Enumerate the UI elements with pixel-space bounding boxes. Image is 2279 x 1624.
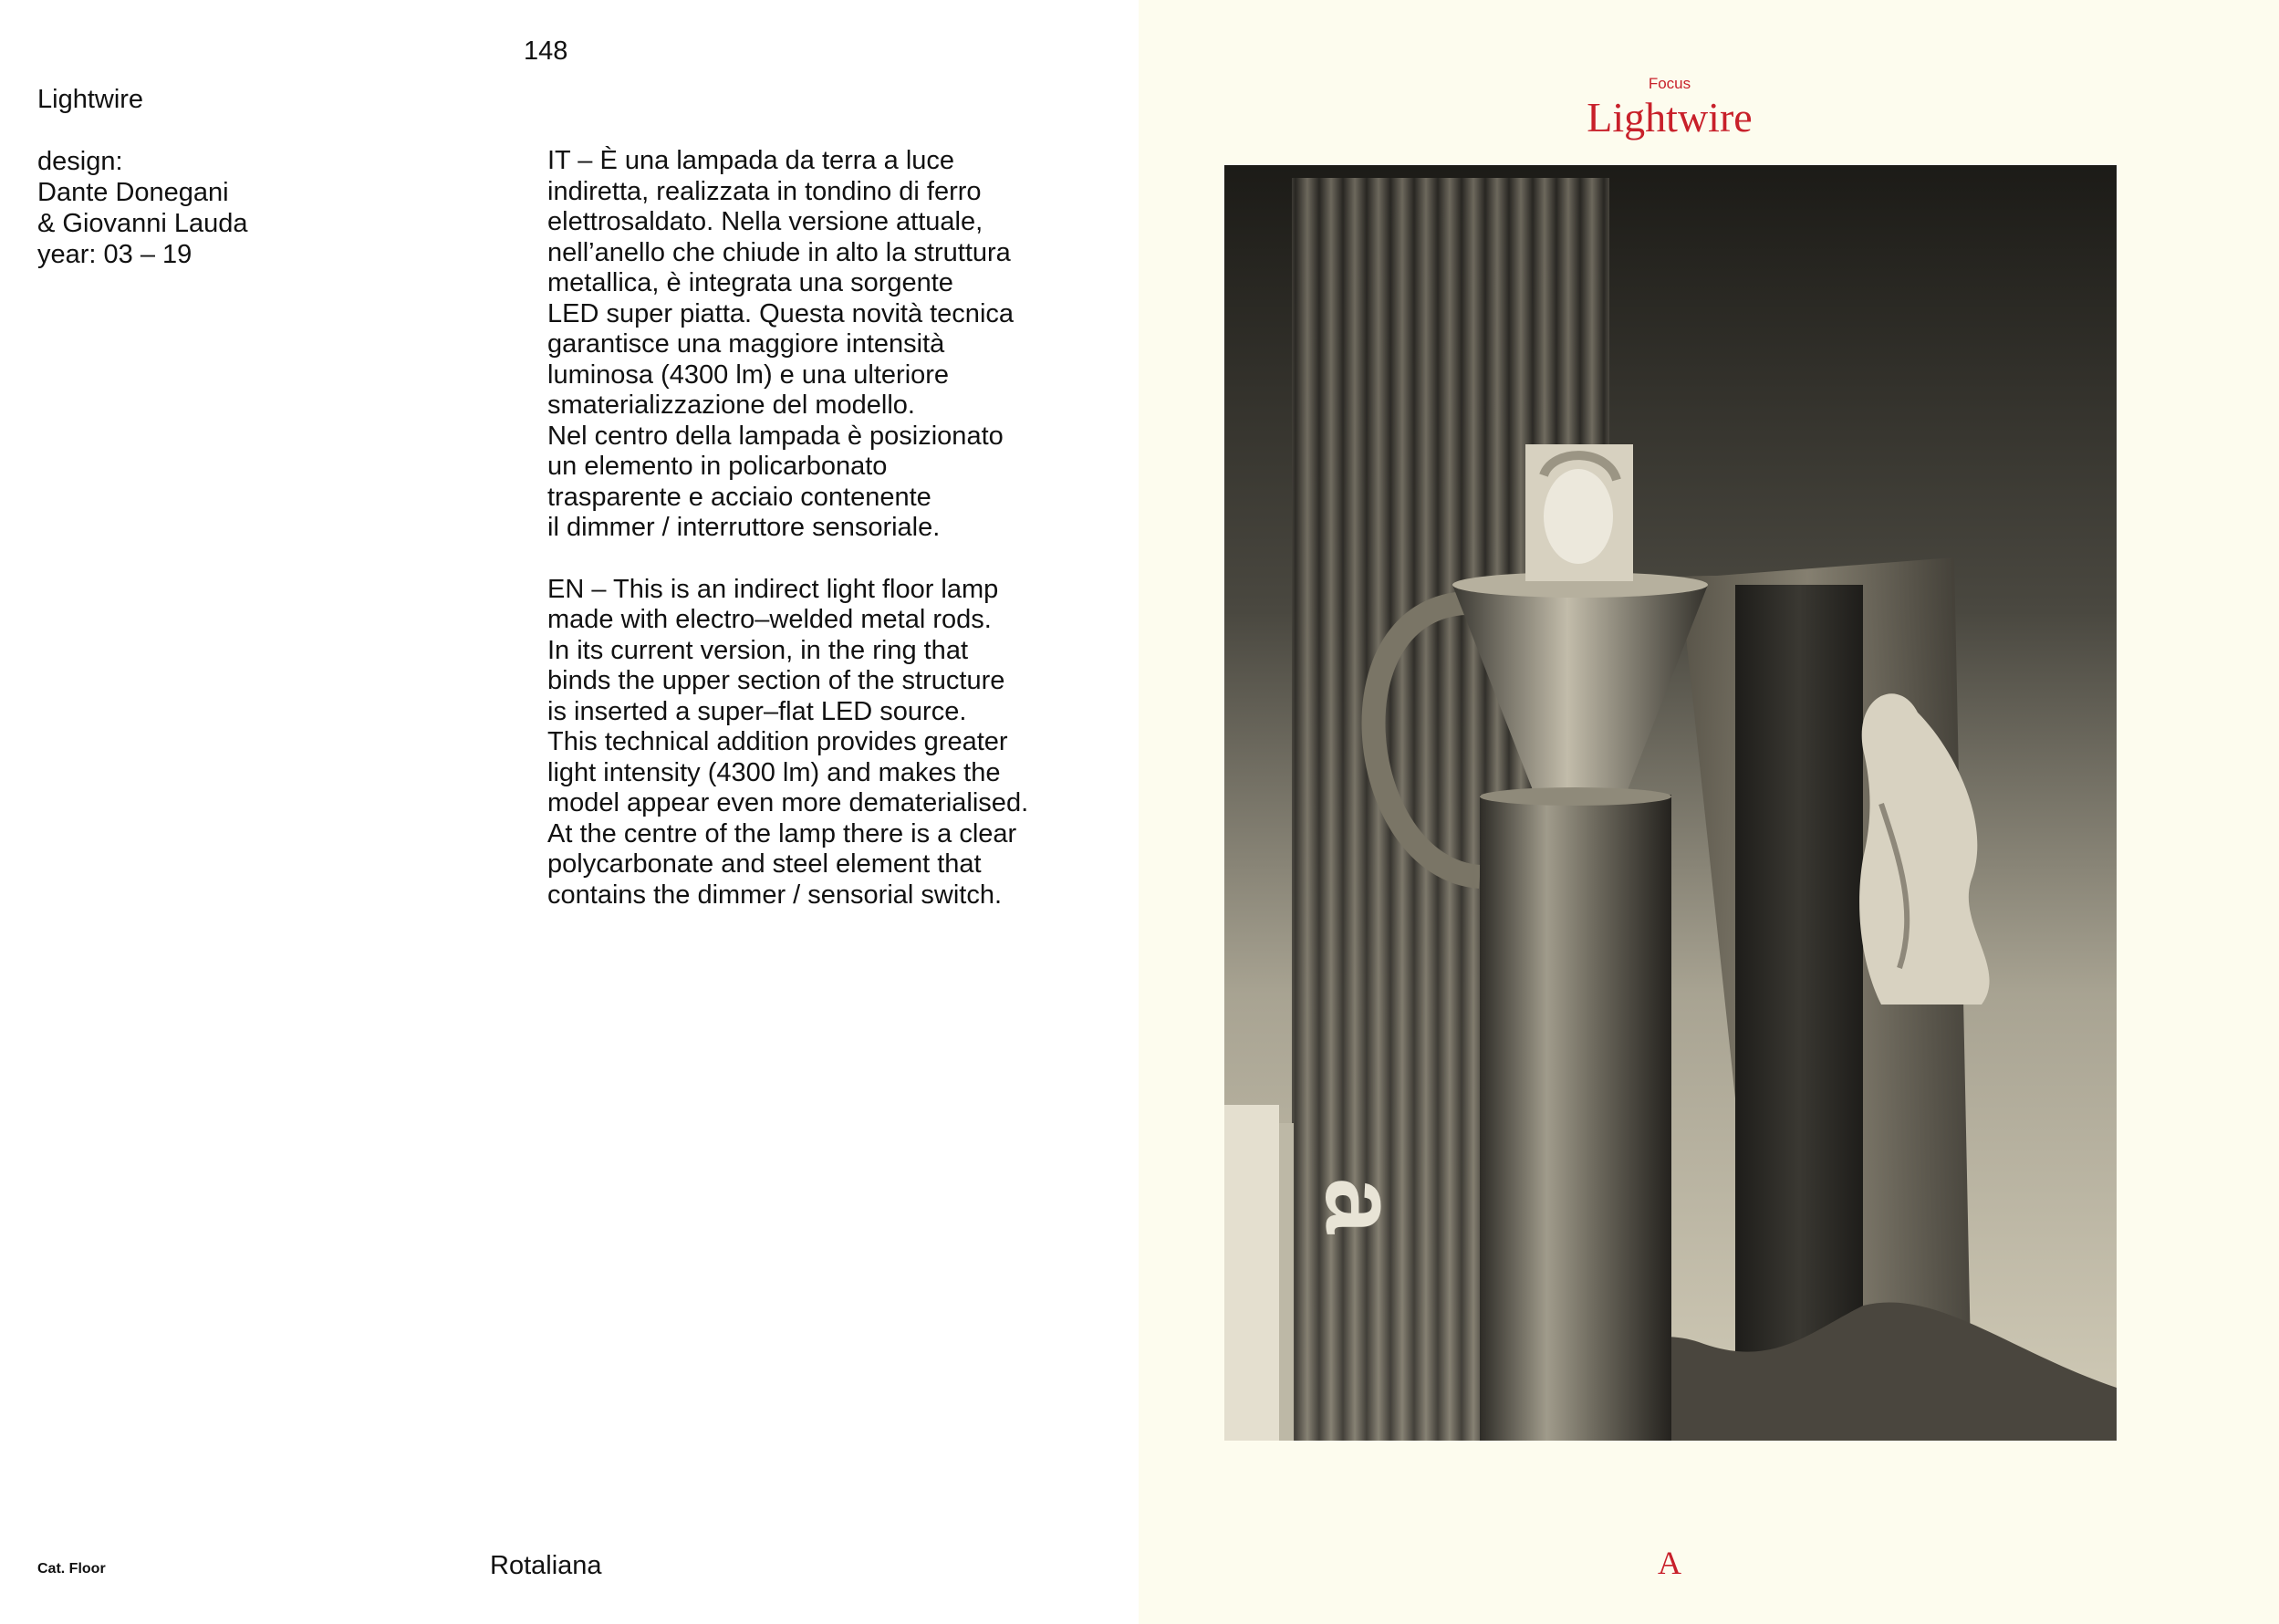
text-line: is inserted a super–flat LED source. xyxy=(547,696,967,726)
collage-photo xyxy=(1224,165,2117,1441)
italian-description xyxy=(547,146,1104,544)
paragraph-gap xyxy=(547,544,1104,575)
text-line: nell’anello che chiude in alto la struttura xyxy=(547,237,1011,267)
product-name: Lightwire xyxy=(37,85,144,114)
page-number: 148 xyxy=(524,36,568,66)
text-line: In its current version, in the ring that xyxy=(547,635,968,665)
text-line: un elemento in policarbonato xyxy=(547,452,888,481)
text-line: made with electro–welded metal rods. xyxy=(547,605,992,634)
english-description xyxy=(547,575,1104,911)
text-line: binds the upper section of the structure xyxy=(547,666,1005,695)
credits-designer-2: & Giovanni Lauda xyxy=(37,209,248,238)
photo-logo-text: a xyxy=(1305,1178,1417,1234)
text-line: garantisce una maggiore intensità xyxy=(547,329,945,359)
text-line: contains the dimmer / sensorial switch. xyxy=(547,880,1003,910)
focus-title: Lightwire xyxy=(1587,94,1753,141)
text-line: il dimmer / interruttore sensoriale. xyxy=(547,513,941,542)
text-line: Nel centro della lampada è posizionato xyxy=(547,421,1004,451)
brand-logo-mark: A xyxy=(1658,1545,1681,1581)
text-line: indiretta, realizzata in tondino di ferro xyxy=(547,176,982,206)
footer-category: Cat. Floor xyxy=(37,1561,106,1577)
text-line: luminosa (4300 lm) e una ulteriore xyxy=(547,359,950,390)
text-line: light intensity (4300 lm) and makes the xyxy=(547,757,1001,787)
focus-label: Focus xyxy=(1648,75,1691,92)
credits-year: year: 03 – 19 xyxy=(37,240,193,269)
text-line: At the centre of the lamp there is a clear xyxy=(547,818,1017,848)
description-text xyxy=(547,146,1104,911)
text-line: smaterializzazione del modello. xyxy=(547,390,915,420)
text-line: metallica, è integrata una sorgente xyxy=(547,268,953,297)
text-line: This technical addition provides greater xyxy=(547,727,1008,756)
text-line: polycarbonate and steel element that xyxy=(547,849,982,879)
design-credits xyxy=(37,146,248,270)
text-line: EN – This is an indirect light floor lamp xyxy=(547,574,999,604)
text-line: elettrosaldato. Nella versione attuale, xyxy=(547,207,983,236)
credits-label: design: xyxy=(37,147,123,176)
text-line: trasparente e acciaio contenente xyxy=(547,482,931,512)
text-line: LED super piatta. Questa novità tecnica xyxy=(547,298,1015,328)
text-line: IT – È una lampada da terra a luce xyxy=(547,146,955,175)
left-page xyxy=(0,0,1139,1624)
text-line: model appear even more dematerialised. xyxy=(547,788,1029,817)
footer-brand: Rotaliana xyxy=(490,1551,602,1580)
credits-designer-1: Dante Donegani xyxy=(37,178,229,207)
right-page xyxy=(1139,0,2279,1624)
